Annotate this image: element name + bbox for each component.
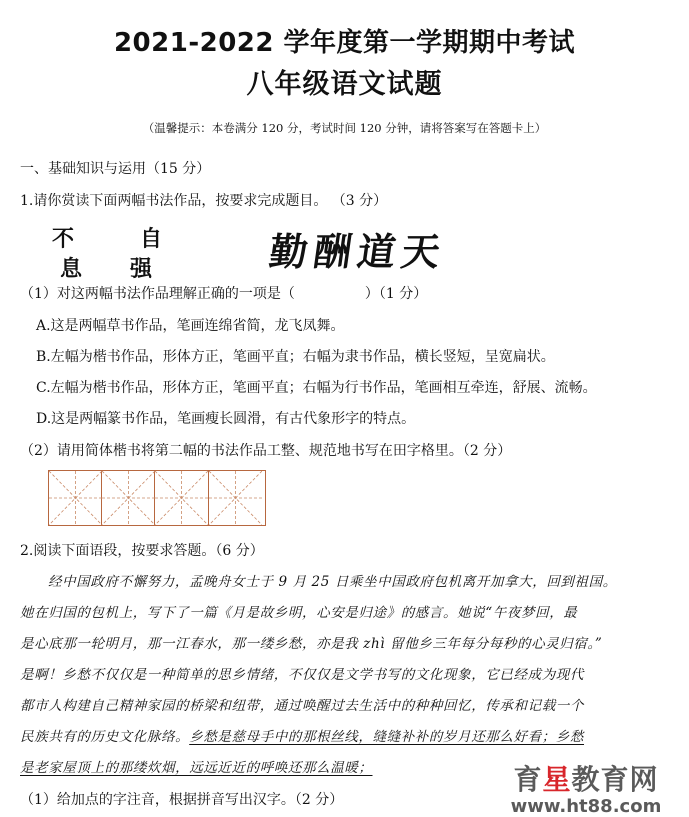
question-2-stem: 2.阅读下面语段，按要求答题。（6 分） xyxy=(20,543,264,559)
paragraph-line: 都市人构建自己精神家园的桥梁和纽带，通过唤醒过去生活中的种种回忆，传承和记载一个 xyxy=(20,698,584,714)
option-c: C.左幅为楷书作品，形体方正，笔画平直；右幅为行书作品，笔画相互牵连，舒展、流畅。 xyxy=(36,380,597,396)
question-1-sub2: （2）请用简体楷书将第二幅的书法作品工整、规范地书写在田字格里。（2 分） xyxy=(20,443,512,459)
paragraph-text: 民族共有的历史文化脉络。 xyxy=(20,729,190,745)
paragraph-line xyxy=(20,725,668,745)
underlined-text: 乡愁是慈母手中的那根丝线，缝缝补补的岁月还那么好看；乡愁 xyxy=(189,729,585,745)
watermark-logo xyxy=(501,758,671,817)
paragraph-line: 经中国政府不懈努力，孟晚舟女士于 9 月 25 日乘坐中国政府包机离开加拿大，回到祖国。 xyxy=(48,574,617,590)
paragraph-line: 她在归国的包机上，写下了一篇《月是故乡明，心安是归途》的感言。她说“午夜梦回，最 xyxy=(20,605,578,621)
question-1-sub1: （1）对这两幅书法作品理解正确的一项是（ ）（1 分） xyxy=(20,286,428,302)
tianzige-cell xyxy=(209,471,262,525)
option-a: A.这是两幅草书作品，笔画连绵省简，龙飞凤舞。 xyxy=(36,318,345,334)
watermark-url: www.ht88.com xyxy=(510,796,662,817)
calli-char: 息 xyxy=(60,256,83,282)
calli-char: 不 xyxy=(52,226,75,252)
exam-title: 2021-2022 学年度第一学期期中考试 xyxy=(113,28,576,58)
calli-char: 自 xyxy=(140,226,163,252)
tianzige-cell xyxy=(102,471,155,525)
section-heading: 一、基础知识与运用（15 分） xyxy=(20,161,211,177)
tianzige-cell xyxy=(155,471,208,525)
calli-char: 强 xyxy=(130,256,153,282)
watermark-brand: 育星教育网 xyxy=(513,763,659,796)
tianzige-grid xyxy=(48,470,266,526)
underlined-text: 是老家屋顶上的那缕炊烟，远远近近的呼唤还那么温暖； xyxy=(20,760,373,776)
option-b: B.左幅为楷书作品，形体方正，笔画平直；右幅为隶书作品，横长竖短，呈宽扁状。 xyxy=(36,349,555,365)
paragraph-line: 是啊！乡愁不仅仅是一种简单的思乡情绪，不仅仅是文学书写的文化现象，它已经成为现代 xyxy=(20,667,584,683)
question-1-stem: 1.请你赏读下面两幅书法作品，按要求完成题目。 （3 分） xyxy=(20,193,388,209)
question-2-sub1: （1）给加点的字注音，根据拼音写出汉字。（2 分） xyxy=(20,792,344,808)
tianzige-cell xyxy=(49,471,102,525)
paragraph-line: 是心底那一轮明月，那一江春水，那一缕乡愁，亦是我 zhì 留他乡三年每分每秒的心灵归宿。” xyxy=(20,636,603,652)
calligraphy-left xyxy=(50,222,180,282)
option-d: D.这是两幅篆书作品，笔画瘦长圆滑，有古代象形字的特点。 xyxy=(36,411,416,427)
calligraphy-right: 勤酬道天 xyxy=(266,229,449,274)
exam-note: （温馨提示：本卷满分 120 分，考试时间 120 分钟，请将答案写在答题卡上） xyxy=(142,121,547,135)
exam-subtitle: 八年级语文试题 xyxy=(246,69,443,100)
